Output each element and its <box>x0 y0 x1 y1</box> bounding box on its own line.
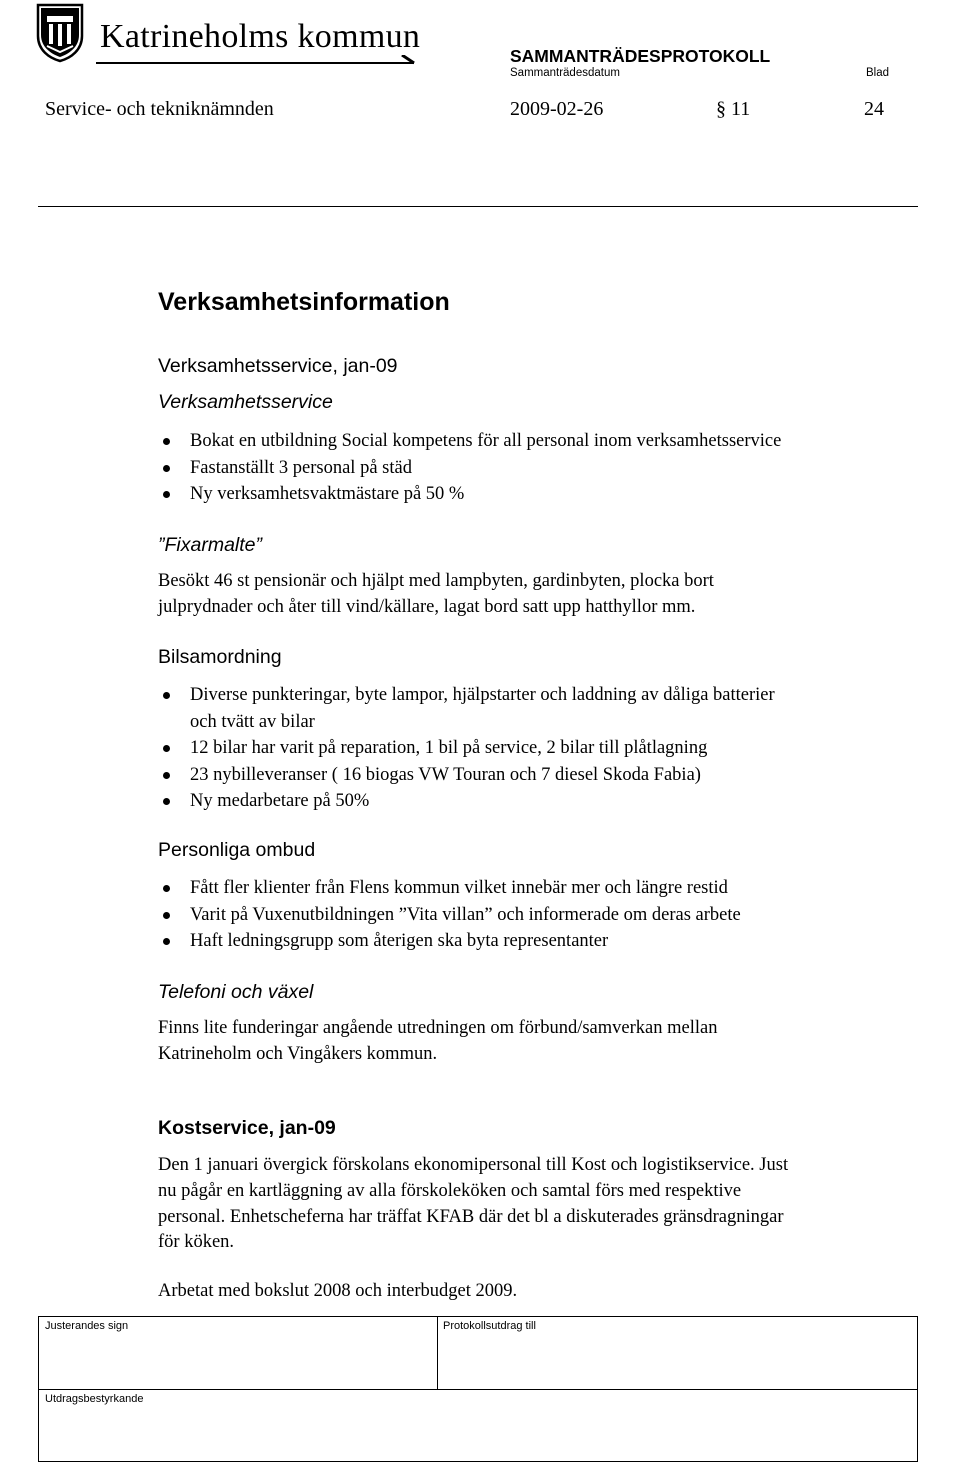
kost-line: Den 1 januari övergick förskolans ekonomipersonal till Kost och logistikservice. Just <box>158 1155 789 1175</box>
fix-line: julprydnader och åter till vind/källare, lagat bord satt upp hatthyllor mm. <box>158 597 696 617</box>
fix-heading: ”Fixarmalte” <box>158 534 263 556</box>
kost-line: för köken. <box>158 1232 235 1252</box>
page-label: Blad <box>866 67 890 79</box>
justerandes-sign-label: Justerandes sign <box>45 1320 129 1332</box>
logo-swoosh <box>96 54 432 66</box>
fix-line: Besökt 46 st pensionär och hjälpt med lampbyten, gardinbyten, plocka bort <box>158 571 714 591</box>
swoosh-icon <box>96 55 432 67</box>
list-item: 23 nybilleveranser ( 16 biogas VW Touran och 7 diesel Skoda Fabia) <box>158 762 775 789</box>
po-bullet-list <box>158 875 741 955</box>
kost-line: nu pågår en kartläggning av alla förskoleköken och samtal förs med respektive <box>158 1181 742 1201</box>
kost-line: personal. Enhetscheferna har träffat KFAB där det bl a diskuterades gränsdragningar <box>158 1207 784 1227</box>
list-item: Haft ledningsgrupp som återigen ska byta representanter <box>158 928 741 955</box>
crest-icon <box>35 2 85 63</box>
page-number: 24 <box>864 98 884 120</box>
bil-heading: Bilsamordning <box>158 646 282 668</box>
list-item: Fastanställt 3 personal på städ <box>158 455 781 482</box>
utdragsbestyrkande-label: Utdragsbestyrkande <box>45 1393 144 1405</box>
footer-signature-box <box>38 1316 918 1462</box>
tel-line: Katrineholm och Vingåkers kommun. <box>158 1044 438 1064</box>
document-type: SAMMANTRÄDESPROTOKOLL <box>510 46 771 66</box>
protokollsutdrag-label: Protokollsutdrag till <box>443 1320 536 1332</box>
list-item: Ny medarbetare på 50% <box>158 788 775 815</box>
kost-closing: Arbetat med bokslut 2008 och interbudget 2009. <box>158 1281 518 1301</box>
list-item: Fått fler klienter från Flens kommun vilket innebär mer och längre restid <box>158 875 741 902</box>
footer-horizontal-divider <box>39 1389 917 1390</box>
list-item: Diverse punkteringar, byte lampor, hjälpstarter och laddning av dåliga batterier <box>158 682 775 709</box>
main-heading: Verksamhetsinformation <box>158 288 450 316</box>
municipality-name: Katrineholms kommun <box>100 18 421 55</box>
bil-bullet-list <box>158 682 775 815</box>
date-label: Sammanträdesdatum <box>510 67 620 79</box>
vs-heading: Verksamhetsservice, jan-09 <box>158 355 398 377</box>
municipality-crest <box>35 2 85 63</box>
kost-heading: Kostservice, jan-09 <box>158 1117 336 1139</box>
list-item: 12 bilar har varit på reparation, 1 bil på service, 2 bilar till plåtlagning <box>158 735 775 762</box>
tel-line: Finns lite funderingar angående utredningen om förbund/samverkan mellan <box>158 1018 718 1038</box>
tel-heading: Telefoni och växel <box>158 981 314 1003</box>
meeting-date: 2009-02-26 <box>510 98 604 120</box>
footer-vertical-divider <box>437 1317 438 1389</box>
vs-subheading: Verksamhetsservice <box>158 391 333 413</box>
list-item-continued: och tvätt av bilar <box>190 711 315 732</box>
list-item: Varit på Vuxenutbildningen ”Vita villan” och informerade om deras arbete <box>158 902 741 929</box>
committee-name: Service- och tekniknämnden <box>45 98 274 120</box>
paragraph-number: § 11 <box>716 98 751 120</box>
list-item: Ny verksamhetsvaktmästare på 50 % <box>158 481 781 508</box>
po-heading: Personliga ombud <box>158 839 316 861</box>
header-divider <box>38 206 918 207</box>
list-item: Bokat en utbildning Social kompetens för all personal inom verksamhetsservice <box>158 428 781 455</box>
vs-bullet-list <box>158 428 781 508</box>
